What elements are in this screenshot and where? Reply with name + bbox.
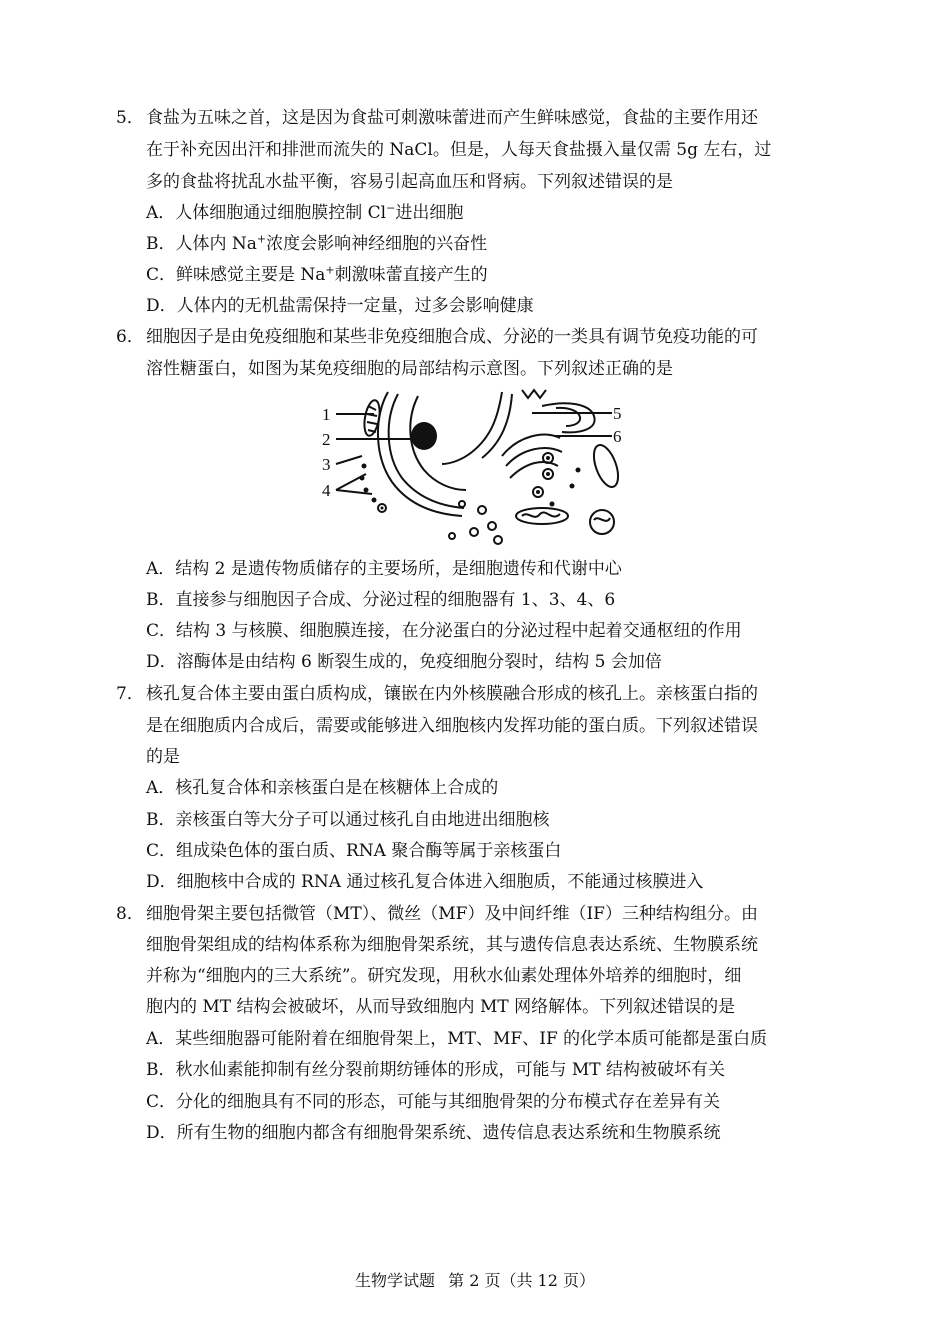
option-d: D．所有生物的细胞内都含有细胞骨架系统、遗传信息表达系统和生物膜系统	[146, 1123, 721, 1143]
figure-label-2: 2	[322, 430, 331, 449]
cell-structure-figure	[322, 386, 622, 552]
page-footer	[0, 1268, 950, 1291]
question-stem-line: 细胞因子是由免疫细胞和某些非免疫细胞合成、分泌的一类具有调节免疫功能的可	[146, 327, 758, 347]
option-c: C．组成染色体的蛋白质、RNA 聚合酶等属于亲核蛋白	[146, 841, 562, 861]
option-b: B．直接参与细胞因子合成、分泌过程的细胞器有 1、3、4、6	[146, 590, 616, 610]
question-number: 8．	[116, 904, 144, 924]
option-b: B．秋水仙素能抑制有丝分裂前期纺锤体的形成，可能与 MT 结构被破坏有关	[146, 1060, 726, 1080]
option-d: D．细胞核中合成的 RNA 通过核孔复合体进入细胞质，不能通过核膜进入	[146, 872, 704, 892]
question-stem-line: 多的食盐将扰乱水盐平衡，容易引起高血压和肾病。下列叙述错误的是	[146, 172, 673, 192]
option-b: B．人体内 Na+浓度会影响神经细胞的兴奋性	[146, 232, 488, 254]
question-stem-line: 是在细胞质内合成后，需要或能够进入细胞核内发挥功能的蛋白质。下列叙述错误	[146, 716, 758, 736]
question-number: 7．	[116, 684, 144, 704]
option-c: C．鲜味感觉主要是 Na+刺激味蕾直接产生的	[146, 263, 488, 285]
figure-label-5: 5	[613, 404, 622, 423]
option-a: A．人体细胞通过细胞膜控制 Cl−进出细胞	[146, 201, 464, 223]
question-stem-line: 溶性糖蛋白，如图为某免疫细胞的局部结构示意图。下列叙述正确的是	[146, 359, 673, 379]
option-b: B．亲核蛋白等大分子可以通过核孔自由地进出细胞核	[146, 810, 550, 830]
cell-diagram	[322, 386, 622, 552]
question-stem-line: 并称为“细胞内的三大系统”。研究发现，用秋水仙素处理体外培养的细胞时，细	[146, 966, 742, 986]
figure-label-4: 4	[322, 481, 331, 500]
figure-label-1: 1	[322, 405, 331, 424]
option-a: A．结构 2 是遗传物质储存的主要场所，是细胞遗传和代谢中心	[146, 559, 622, 579]
question-stem-line: 在于补充因出汗和排泄而流失的 NaCl。但是，人每天食盐摄入量仅需 5g 左右，过	[146, 140, 772, 160]
option-d: D．人体内的无机盐需保持一定量，过多会影响健康	[146, 296, 534, 316]
question-stem-line: 细胞骨架主要包括微管（MT）、微丝（MF）及中间纤维（IF）三种结构组分。由	[146, 904, 758, 924]
footer-subject: 生物学试题	[355, 1271, 436, 1290]
option-a: A．核孔复合体和亲核蛋白是在核糖体上合成的	[146, 778, 499, 798]
figure-label-6: 6	[613, 427, 622, 446]
footer-page-number: 第 2 页（共 12 页）	[448, 1271, 595, 1290]
question-stem-line: 食盐为五味之首，这是因为食盐可刺激味蕾进而产生鲜味感觉，食盐的主要作用还	[146, 108, 758, 128]
option-a: A．某些细胞器可能附着在细胞骨架上，MT、MF、IF 的化学本质可能都是蛋白质	[146, 1029, 768, 1049]
question-stem-line: 的是	[146, 747, 180, 767]
option-c: C．结构 3 与核膜、细胞膜连接，在分泌蛋白的分泌过程中起着交通枢纽的作用	[146, 621, 742, 641]
question-number: 5．	[116, 108, 144, 128]
option-c: C．分化的细胞具有不同的形态，可能与其细胞骨架的分布模式存在差异有关	[146, 1092, 721, 1112]
option-d: D．溶酶体是由结构 6 断裂生成的，免疫细胞分裂时，结构 5 会加倍	[146, 652, 662, 672]
figure-label-3: 3	[322, 455, 331, 474]
question-stem-line: 核孔复合体主要由蛋白质构成，镶嵌在内外核膜融合形成的核孔上。亲核蛋白指的	[146, 684, 758, 704]
question-stem-line: 胞内的 MT 结构会被破坏，从而导致细胞内 MT 网络解体。下列叙述错误的是	[146, 997, 736, 1017]
question-stem-line: 细胞骨架组成的结构体系称为细胞骨架系统，其与遗传信息表达系统、生物膜系统	[146, 935, 758, 955]
question-number: 6．	[116, 327, 144, 347]
